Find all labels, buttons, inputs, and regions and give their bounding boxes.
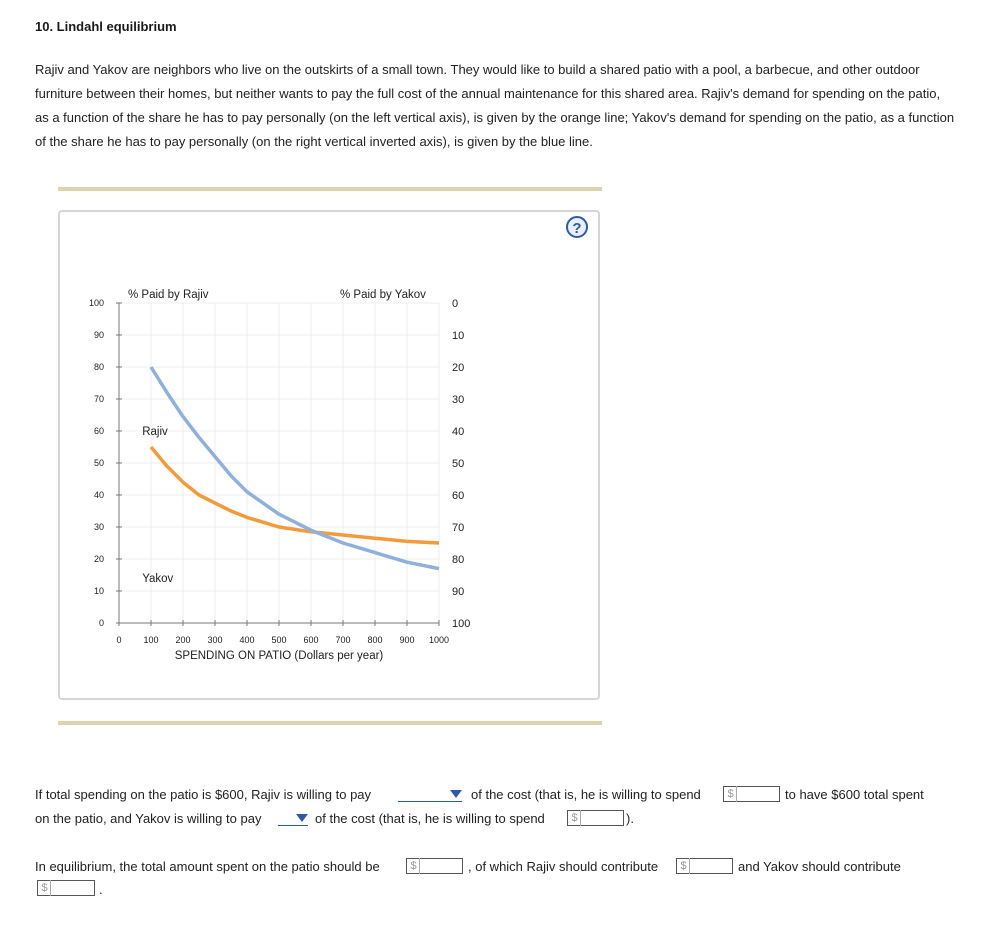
right-tick-label: 30 [452, 394, 465, 406]
x-axis-title: SPENDING ON PATIO (Dollars per year) [174, 650, 384, 662]
annotation-yakov: Yakov [142, 573, 174, 586]
q1-text-6: ). [626, 811, 634, 826]
dollar-sign-icon: $ [569, 810, 581, 826]
rajiv-spend-field[interactable] [723, 786, 780, 802]
left-tick-label: 0 [98, 618, 104, 628]
left-tick-label: 50 [93, 458, 104, 468]
x-tick-label: 600 [303, 635, 319, 645]
series-line-yakov [151, 367, 439, 569]
x-tick-label: 500 [271, 635, 287, 645]
q1-text-2: of the cost (that is, he is willing to spend [471, 787, 701, 802]
help-icon[interactable]: ? [566, 216, 588, 238]
right-axis-title: % Paid by Yakov [340, 289, 426, 301]
yakov-contribution-input[interactable] [51, 881, 92, 895]
x-tick-label: 300 [207, 635, 223, 645]
chart-ticks [89, 298, 470, 645]
right-tick-label: 70 [452, 522, 465, 534]
top-divider [58, 187, 602, 191]
q1-text-3: to have $600 total spent [785, 787, 924, 802]
yakov-spend-field[interactable] [567, 810, 624, 826]
question-title: 10. Lindahl equilibrium [35, 19, 177, 34]
left-tick-label: 60 [93, 426, 104, 436]
right-tick-label: 0 [452, 298, 459, 310]
dollar-sign-icon: $ [678, 858, 690, 874]
yakov-spend-input[interactable] [581, 811, 621, 825]
x-tick-label: 1000 [428, 635, 450, 645]
x-tick-label: 400 [239, 635, 255, 645]
dollar-sign-icon: $ [725, 786, 737, 802]
rajiv-contribution-field[interactable] [676, 858, 733, 874]
left-tick-label: 10 [93, 586, 104, 596]
dollar-sign-icon: $ [408, 858, 420, 874]
dollar-sign-icon: $ [39, 880, 51, 896]
chevron-down-icon [296, 814, 308, 822]
right-tick-label: 20 [452, 362, 465, 374]
lindahl-chart [58, 210, 600, 700]
right-tick-label: 10 [452, 330, 465, 342]
right-tick-label: 60 [452, 490, 465, 502]
left-tick-label: 20 [93, 554, 104, 564]
right-tick-label: 80 [452, 554, 465, 566]
left-tick-label: 40 [93, 490, 104, 500]
rajiv-share-dropdown[interactable] [398, 787, 462, 802]
left-axis-title: % Paid by Rajiv [128, 289, 209, 301]
x-tick-label: 100 [143, 635, 159, 645]
chevron-down-icon [450, 790, 462, 798]
left-tick-label: 80 [93, 362, 104, 372]
annotation-rajiv: Rajiv [142, 426, 168, 438]
left-tick-label: 70 [93, 394, 104, 404]
total-spend-field[interactable] [406, 858, 463, 874]
q1-text-4: on the patio, and Yakov is willing to pay [35, 811, 262, 826]
q2-text-4: . [99, 882, 103, 897]
right-tick-label: 50 [452, 458, 465, 470]
chart-labels [128, 289, 426, 662]
total-spend-input[interactable] [420, 859, 460, 873]
question-intro: Rajiv and Yakov are neighbors who live on the outskirts of a small town. They would like to build a shared patio with a pool, a barbecue, and other outdoor furniture between their homes, but neither wants to pay the full cost of the annual maintenance for this shared area. Rajiv's demand for spending on the patio, as a function of the share he has to pay personally (on the left vertical axis), is given by the orange line; Yakov's demand for spending on the patio, as a function of the share he has to pay personally (on the right vertical inverted axis), is given by the blue line. [35, 62, 955, 149]
chart-series [151, 367, 439, 569]
bottom-divider [58, 721, 602, 725]
x-tick-label: 900 [399, 635, 415, 645]
x-tick-label: 0 [116, 635, 122, 645]
right-tick-label: 90 [452, 586, 465, 598]
q1-text-1: If total spending on the patio is $600, Rajiv is willing to pay [35, 787, 372, 802]
q2-text-3: and Yakov should contribute [738, 859, 901, 874]
q1-text-5: of the cost (that is, he is willing to spend [315, 811, 545, 826]
left-tick-label: 30 [93, 522, 104, 532]
right-tick-label: 40 [452, 426, 465, 438]
yakov-share-dropdown[interactable] [278, 811, 308, 826]
left-tick-label: 100 [88, 298, 104, 308]
yakov-contribution-field[interactable] [37, 880, 95, 896]
q2-text-1: In equilibrium, the total amount spent on the patio should be [35, 859, 380, 874]
left-tick-label: 90 [93, 330, 104, 340]
right-tick-label: 100 [452, 618, 471, 630]
q2-text-2: , of which Rajiv should contribute [468, 859, 659, 874]
rajiv-contribution-input[interactable] [690, 859, 730, 873]
rajiv-spend-input[interactable] [737, 787, 777, 801]
x-tick-label: 700 [335, 635, 351, 645]
x-tick-label: 800 [367, 635, 383, 645]
x-tick-label: 200 [175, 635, 191, 645]
